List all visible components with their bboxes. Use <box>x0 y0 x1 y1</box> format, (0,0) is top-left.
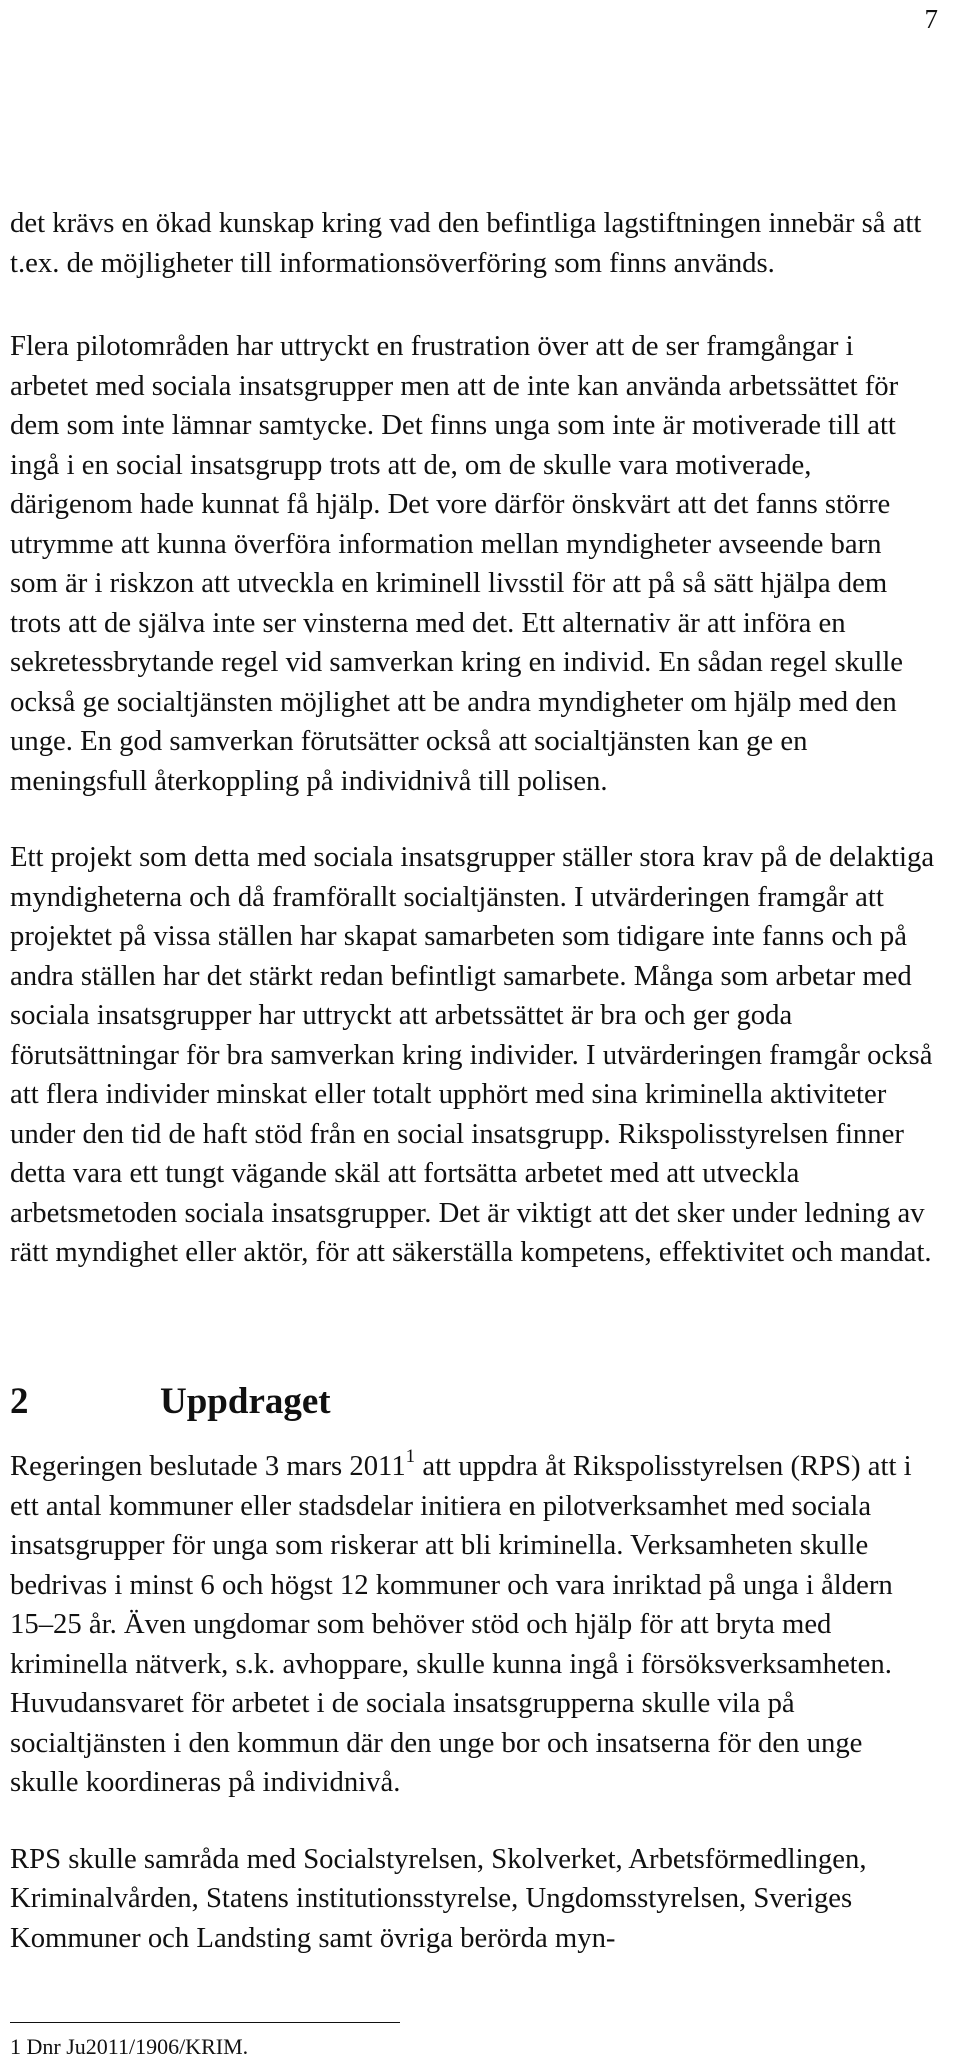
section-number: 2 <box>10 1381 29 1422</box>
footnote-divider <box>10 2022 400 2023</box>
section-heading <box>10 1382 331 1422</box>
paragraph-assignment <box>10 1447 936 1803</box>
paragraph-project: Ett projekt som detta med sociala insatsgrupper ställer stora krav på de delaktiga myndigheterna och då framförallt socialtjänsten. I utvärderingen framgår att projektet på vissa ställen har skapat samarbeten som tidigare inte fanns och på andra ställen har det stärkt redan befintligt samarbete. Många som arbetar med sociala insatsgrupper har uttryckt att arbetssättet är bra och ger goda förutsättningar för bra samverkan kring individer. I utvärderingen framgår också att flera individer minskat eller totalt upphört med sina kriminella aktiviteter under den tid de haft stöd från en social insatsgrupp. Rikspolisstyrelsen finner detta vara ett tungt vägande skäl att fortsätta arbetet med att utveckla arbetsmetoden sociala insatsgrupper. Det är viktigt att det sker under ledning av rätt myndighet eller aktör, för att säkerställa kompetens, effektivitet och mandat. <box>10 841 935 1268</box>
body-text-section <box>10 1447 936 1958</box>
footnote-reference: 1 <box>405 1446 416 1467</box>
assignment-text-start: Regeringen beslutade 3 mars 2011 <box>10 1450 406 1482</box>
footnote: 1 Dnr Ju2011/1906/KRIM. <box>10 2034 249 2059</box>
section-title: Uppdraget <box>160 1381 331 1422</box>
paragraph-consultation: RPS skulle samråda med Socialstyrelsen, Skolverket, Arbetsförmedlingen, Kriminalvården, Statens institutionsstyrelse, Ungdomsstyrelsen, Sveriges Kommuner och Landsting samt övriga berörda myn- <box>10 1842 867 1954</box>
body-text-top <box>10 204 936 1273</box>
paragraph-pilot-areas: Flera pilotområden har uttryckt en frustration över att de ser framgångar i arbetet med sociala insatsgrupper men att de inte kan använda arbetssättet för dem som inte lämnar samtycke. Det finns unga som inte är motiverade till att ingå i en social insatsgrupp trots att de, om de skulle vara motiverade, därigenom hade kunnat få hjälp. Det vore därför önskvärt att det fanns större utrymme att kunna överföra information mellan myndigheter avseende barn som är i riskzon att utveckla en kriminell livsstil för att på så sätt hjälpa dem trots att de själva inte ser vinsterna med det. Ett alternativ är att införa en sekretessbrytande regel vid samverkan kring en individ. En sådan regel skulle också ge socialtjänsten möjlighet att be andra myndigheter om hjälp med den unge. En god samverkan förutsätter också att socialtjänsten kan ge en meningsfull återkoppling på individnivå till polisen. <box>10 330 904 797</box>
paragraph-legislation: det krävs en ökad kunskap kring vad den befintliga lagstiftningen innebär så att t.ex. de möjligheter till informationsöverföring som finns används. <box>10 207 922 279</box>
assignment-text-rest: att uppdra åt Rikspolisstyrelsen (RPS) att i ett antal kommuner eller stadsdelar initiera en pilotverksamhet med sociala insatsgrupper för unga som riskerar att bli kriminella. Verksamheten skulle bedrivas i minst 6 och högst 12 kommuner och vara inriktad på unga i åldern 15–25 år. Även ungdomar som behöver stöd och hjälp för att bryta med kriminella nätverk, s.k. avhoppare, skulle kunna ingå i försöksverksamheten. Huvudansvaret för arbetet i de sociala insatsgrupperna skulle vila på socialtjänsten i den kommun där den unge bor och insatserna för den unge skulle koordineras på individnivå. <box>10 1450 912 1798</box>
page-number: 7 <box>924 4 938 34</box>
